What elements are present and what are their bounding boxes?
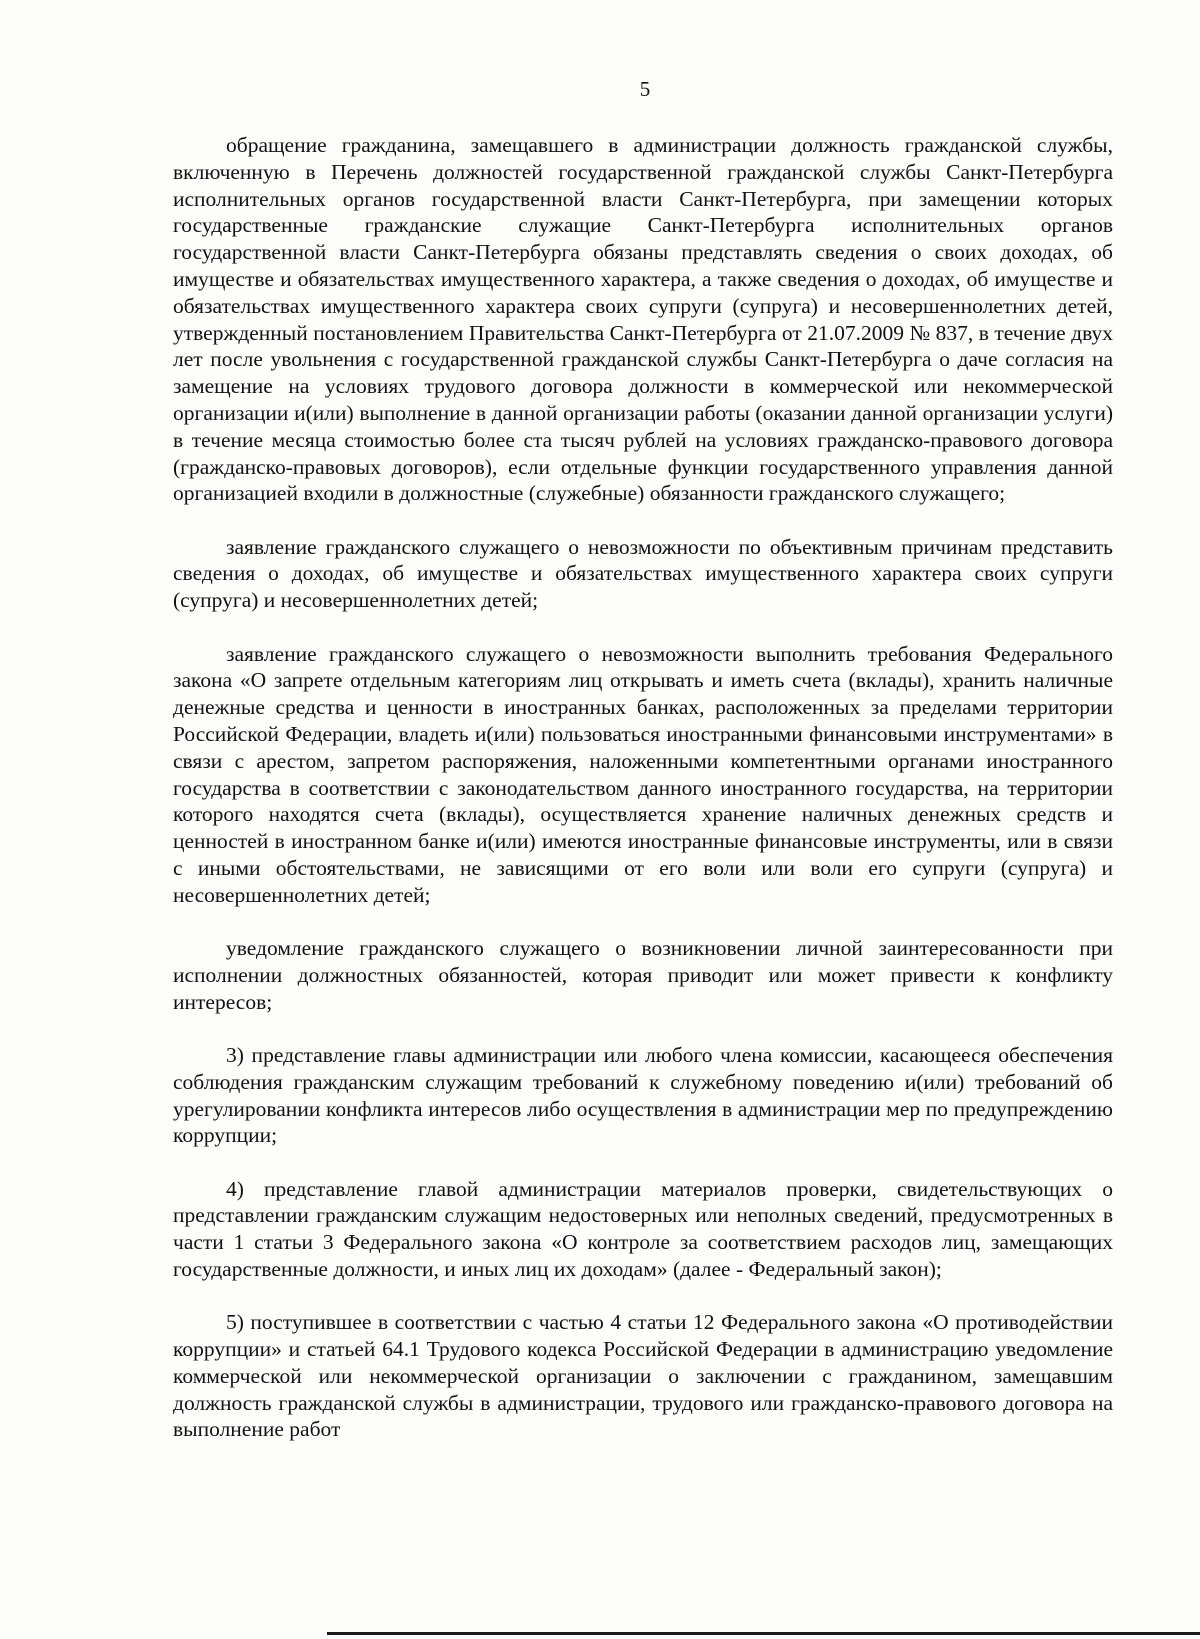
paragraph-notice-conflict-of-interest: уведомление гражданского служащего о возникновении личной заинтересованности при исполнении должностных обязанностей, которая приводит или может привести к конфликту интересов;	[173, 936, 1113, 1014]
paragraph-statement-income-impossibility: заявление гражданского служащего о невозможности по объективным причинам представить сведения о доходах, об имуществе и обязательствах имущественного характера своих супруги (супруга) и несовершеннолетних детей;	[173, 534, 1113, 613]
paragraph-item-5: 5) поступившее в соответствии с частью 4 статьи 12 Федерального закона «О противодействии коррупции» и статьей 64.1 Трудового кодекса Российской Федерации в администрацию уведомление коммерческой или некоммерческой организации о заключении с гражданином, замещавшим должность гражданской службы в администрации, трудового или гражданско-правового договора на выполнение работ	[173, 1310, 1113, 1442]
page-number: 5	[639, 77, 651, 101]
paragraph-item-4: 4) представление главой администрации материалов проверки, свидетельствующих о представлении гражданским служащим недостоверных или неполных сведений, предусмотренных в части 1 статьи 3 Федерального закона «О контроле за соответствием расходов лиц, замещающих государственные должности, и иных лиц их доходам» (далее - Федеральный закон);	[173, 1176, 1113, 1281]
document-body	[173, 132, 1113, 1443]
paragraph-citizen-appeal: обращение гражданина, замещавшего в администрации должность гражданской службы, включенную в Перечень должностей государственной гражданской службы Санкт-Петербурга исполнительных органов государственной власти Санкт-Петербурга, при замещении которых государственные гражданские служащие Санкт-Петербурга исполнительных органов государственной власти Санкт-Петербурга обязаны представлять сведения о своих доходах, об имуществе и обязательствах имущественного характера, а также сведения о доходах, об имуществе и обязательствах имущественного характера своих супруги (супруга) и несовершеннолетних детей, утвержденный постановлением Правительства Санкт-Петербурга от 21.07.2009 № 837, в течение двух лет после увольнения с государственной гражданской службы Санкт-Петербурга о даче согласия на замещение на условиях трудового договора должности в коммерческой или некоммерческой организации и(или) выполнение в данной организации работы (оказании данной организации услуги) в течение месяца стоимостью более ста тысяч рублей на условиях гражданско-правового договора (гражданско-правовых договоров), если отдельные функции государственного управления данной организацией входили в должностные (служебные) обязанности гражданского служащего;	[173, 133, 1113, 506]
paragraph-statement-foreign-accounts: заявление гражданского служащего о невозможности выполнить требования Федерального закона «О запрете отдельным категориям лиц открывать и иметь счета (вклады), хранить наличные денежные средства и ценности в иностранных банках, расположенных за пределами территории Российской Федерации, владеть и(или) пользоваться иностранными финансовыми инструментами» в связи с арестом, запретом распоряжения, наложенными компетентными органами иностранного государства в соответствии с законодательством данного иностранного государства, на территории которого находятся счета (вклады), осуществляется хранение наличных денежных средств и ценностей в иностранном банке и(или) имеются иностранные финансовые инструменты, или в связи с иными обстоятельствами, не зависящими от его воли или воли его супруги (супруга) и несовершеннолетних детей;	[173, 641, 1113, 907]
scan-bottom-edge-line	[327, 1632, 1200, 1635]
paragraph-item-3: 3) представление главы администрации или любого члена комиссии, касающееся обеспечения соблюдения гражданским служащим требований к служебному поведению и(или) требований об урегулировании конфликта интересов либо осуществления в администрации мер по предупреждению коррупции;	[173, 1042, 1113, 1148]
